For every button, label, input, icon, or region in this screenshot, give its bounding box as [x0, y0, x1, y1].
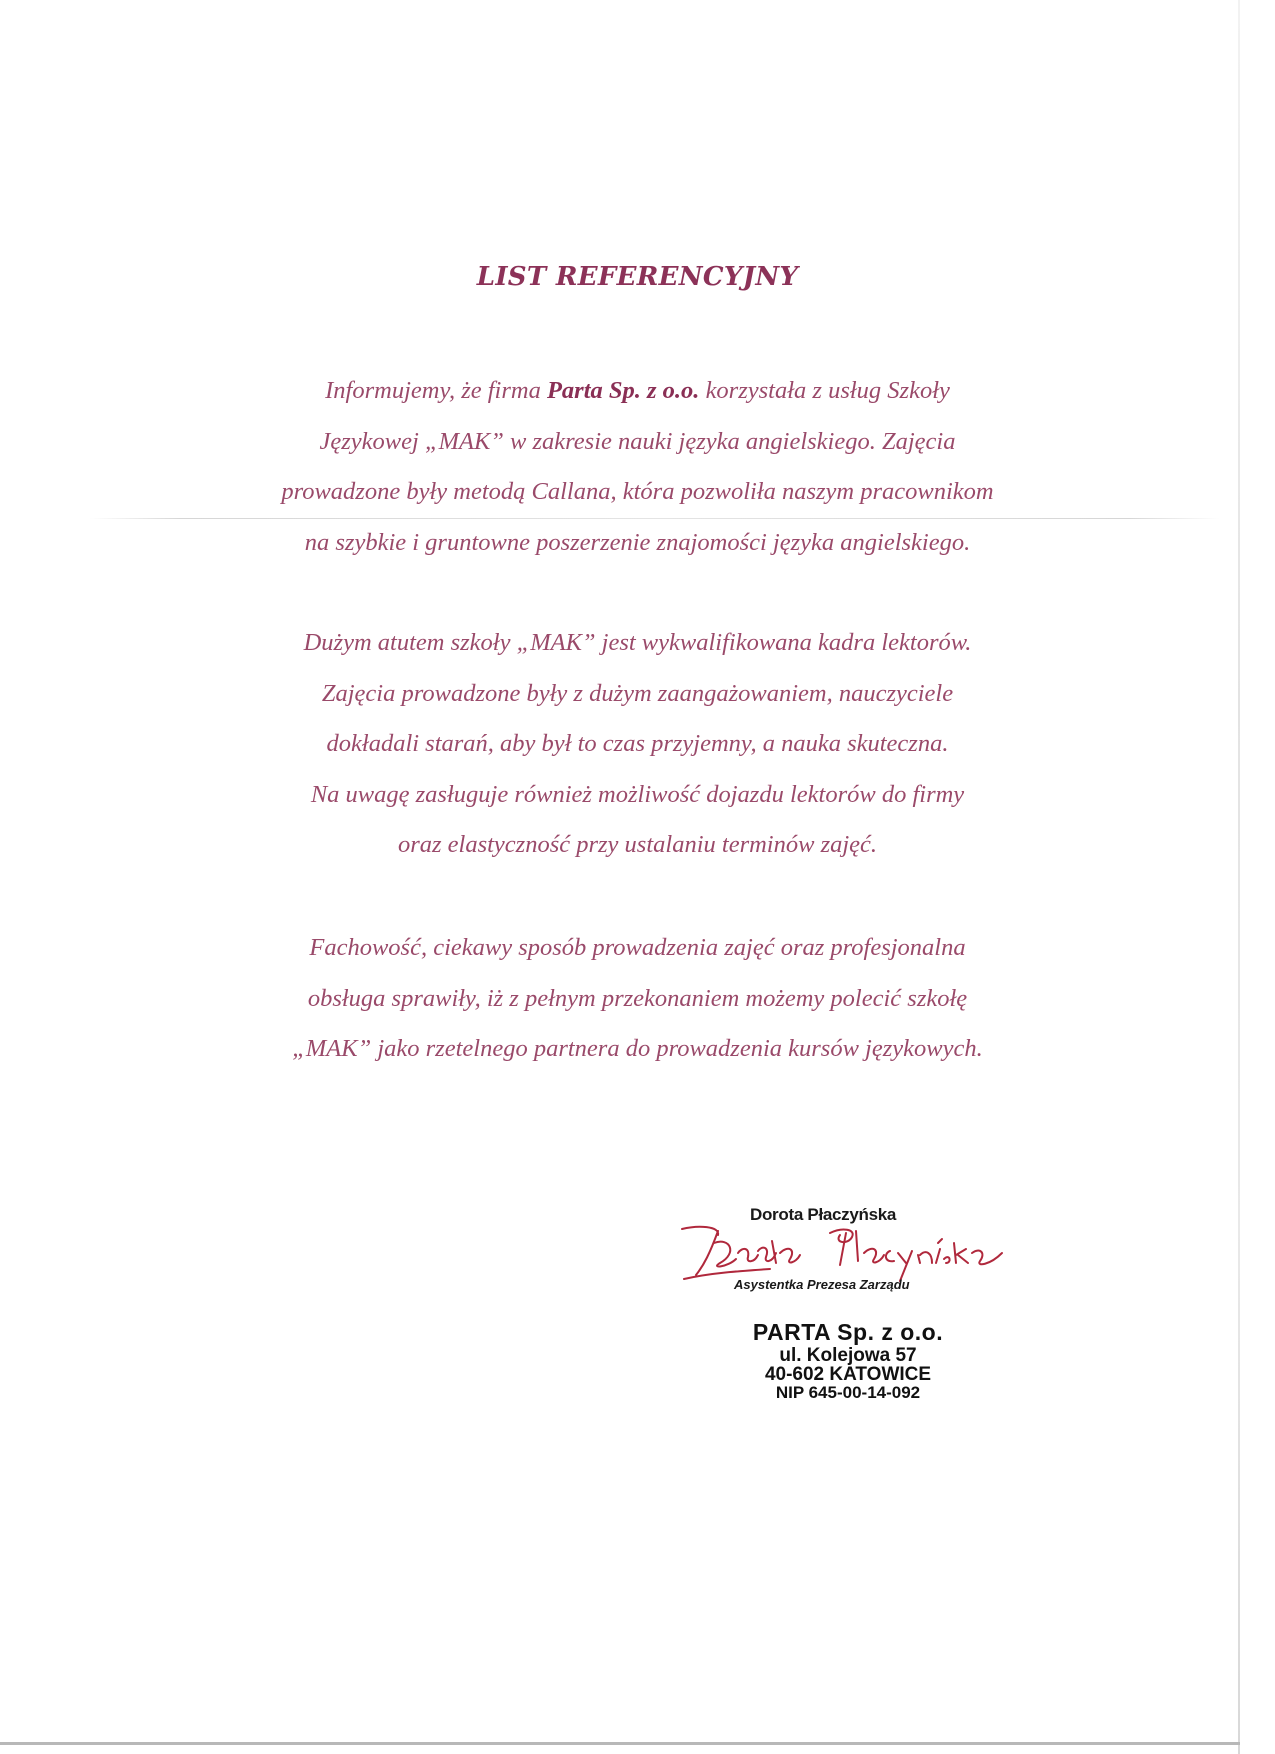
paragraph-recommendation [0, 923, 1275, 1075]
paragraph-line: oraz elastyczność przy ustalaniu terminów zajęć. [397, 831, 878, 858]
paragraph-line: Na uwagę zasługuje również możliwość dojazdu lektorów do firmy [310, 780, 965, 808]
company-name: Parta Sp. z o.o. [546, 377, 700, 404]
paragraph-staff [0, 618, 1275, 871]
paragraph-line: obsługa sprawiły, iż z pełnym przekonaniem możemy polecić szkołę [307, 984, 968, 1012]
company-stamp [733, 1321, 963, 1401]
paragraph-line: Fachowość, ciekawy sposób prowadzenia zajęć oraz profesjonalna [309, 934, 966, 961]
signature-block [680, 1205, 1020, 1315]
paragraph-line: prowadzone były metodą Callana, która pozwoliła naszym pracownikom [281, 478, 994, 505]
stamp-street: ul. Kolejowa 57 [779, 1345, 917, 1366]
paragraph-line: Dużym atutem szkoły „MAK” jest wykwalifikowana kadra lektorów. [303, 629, 972, 656]
stamp-nip: NIP 645-00-14-092 [775, 1383, 921, 1402]
letter-title: LIST REFERENCYJNY [476, 262, 799, 292]
paragraph-line: Informujemy, że firma Parta Sp. z o.o. korzystała z usług Szkoły [325, 377, 950, 404]
paragraph-line: Zajęcia prowadzone były z dużym zaangażowaniem, nauczyciele [321, 679, 954, 707]
signer-role: Asystentka Prezesa Zarządu [734, 1277, 910, 1292]
paragraph-intro [0, 366, 1275, 568]
paragraph-line: na szybkie i gruntowne poszerzenie znajomości języka angielskiego. [304, 528, 971, 556]
paragraph-line: Językowej „MAK” w zakresie nauki języka angielskiego. Zajęcia [319, 427, 956, 455]
signer-name-stamp: Dorota Płaczyńska [750, 1205, 897, 1224]
stamp-city: 40-602 KATOWICE [764, 1364, 932, 1385]
paragraph-line: „MAK” jako rzetelnego partnera do prowadzenia kursów językowych. [292, 1035, 983, 1062]
stamp-company: PARTA Sp. z o.o. [752, 1319, 944, 1345]
paragraph-line: dokładali starań, aby był to czas przyjemny, a nauka skuteczna. [326, 730, 949, 757]
scan-edge-bottom [0, 1742, 1240, 1745]
